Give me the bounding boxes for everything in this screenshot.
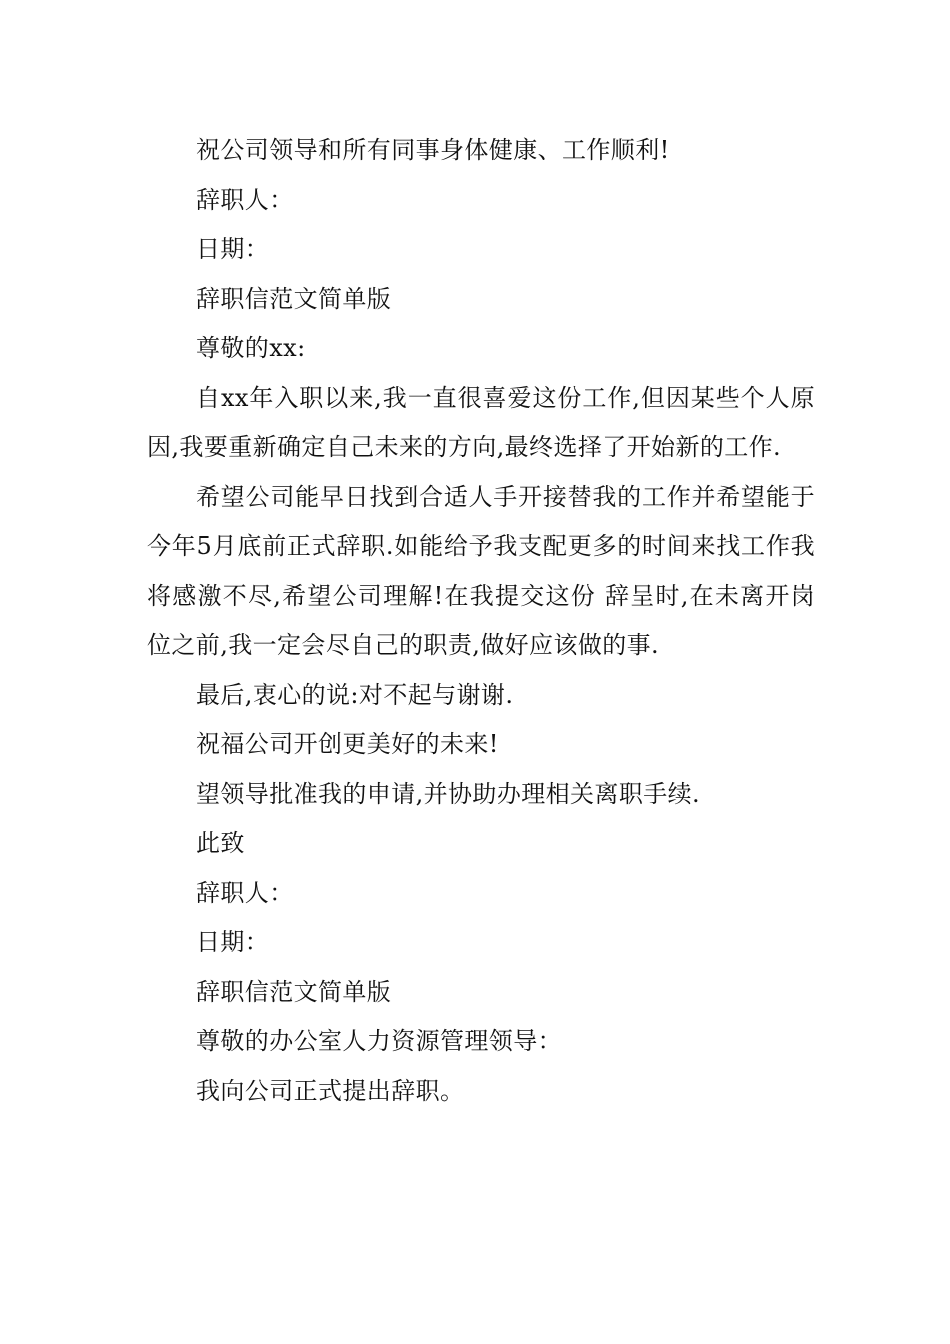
paragraph-thanks: 最后,衷心的说:对不起与谢谢. (196, 680, 514, 709)
paragraph-body: 希望公司能早日找到合适人手开接替我的工作并希望能于今年5月底前正式辞职.如能给予我支配更多的时间来找工作我将感激不尽,希望公司理解!在我提交这份 辞呈时,在未离开岗位之前,我一定会尽自己的职责,做好应该做的事. (147, 482, 815, 659)
paragraph-resigner-label: 辞职人： (196, 878, 294, 907)
paragraph-date-label: 日期： (196, 928, 270, 956)
paragraph-section-title: 辞职信范文简单版 (196, 977, 392, 1006)
paragraph-request: 望领导批准我的申请,并协助办理相关离职手续. (196, 779, 701, 808)
paragraph-blessing: 祝福公司开创更美好的未来! (196, 730, 499, 758)
paragraph-salutation: 尊敬的xx: (196, 334, 306, 362)
document-body (147, 126, 815, 1116)
paragraph-regards: 此致 (196, 829, 245, 857)
paragraph-salutation: 尊敬的办公室人力资源管理领导： (196, 1027, 562, 1055)
paragraph-body: 我向公司正式提出辞职。 (196, 1076, 465, 1105)
paragraph-closing-wish: 祝公司领导和所有同事身体健康、工作顺利! (196, 136, 670, 164)
paragraph-section-title: 辞职信范文简单版 (196, 284, 392, 313)
paragraph-date-label: 日期： (196, 235, 270, 263)
paragraph-resigner-label: 辞职人： (196, 185, 294, 214)
paragraph-body: 自xx年入职以来,我一直很喜爱这份工作,但因某些个人原因,我要重新确定自己未来的方向,最终选择了开始新的工作. (147, 383, 815, 461)
